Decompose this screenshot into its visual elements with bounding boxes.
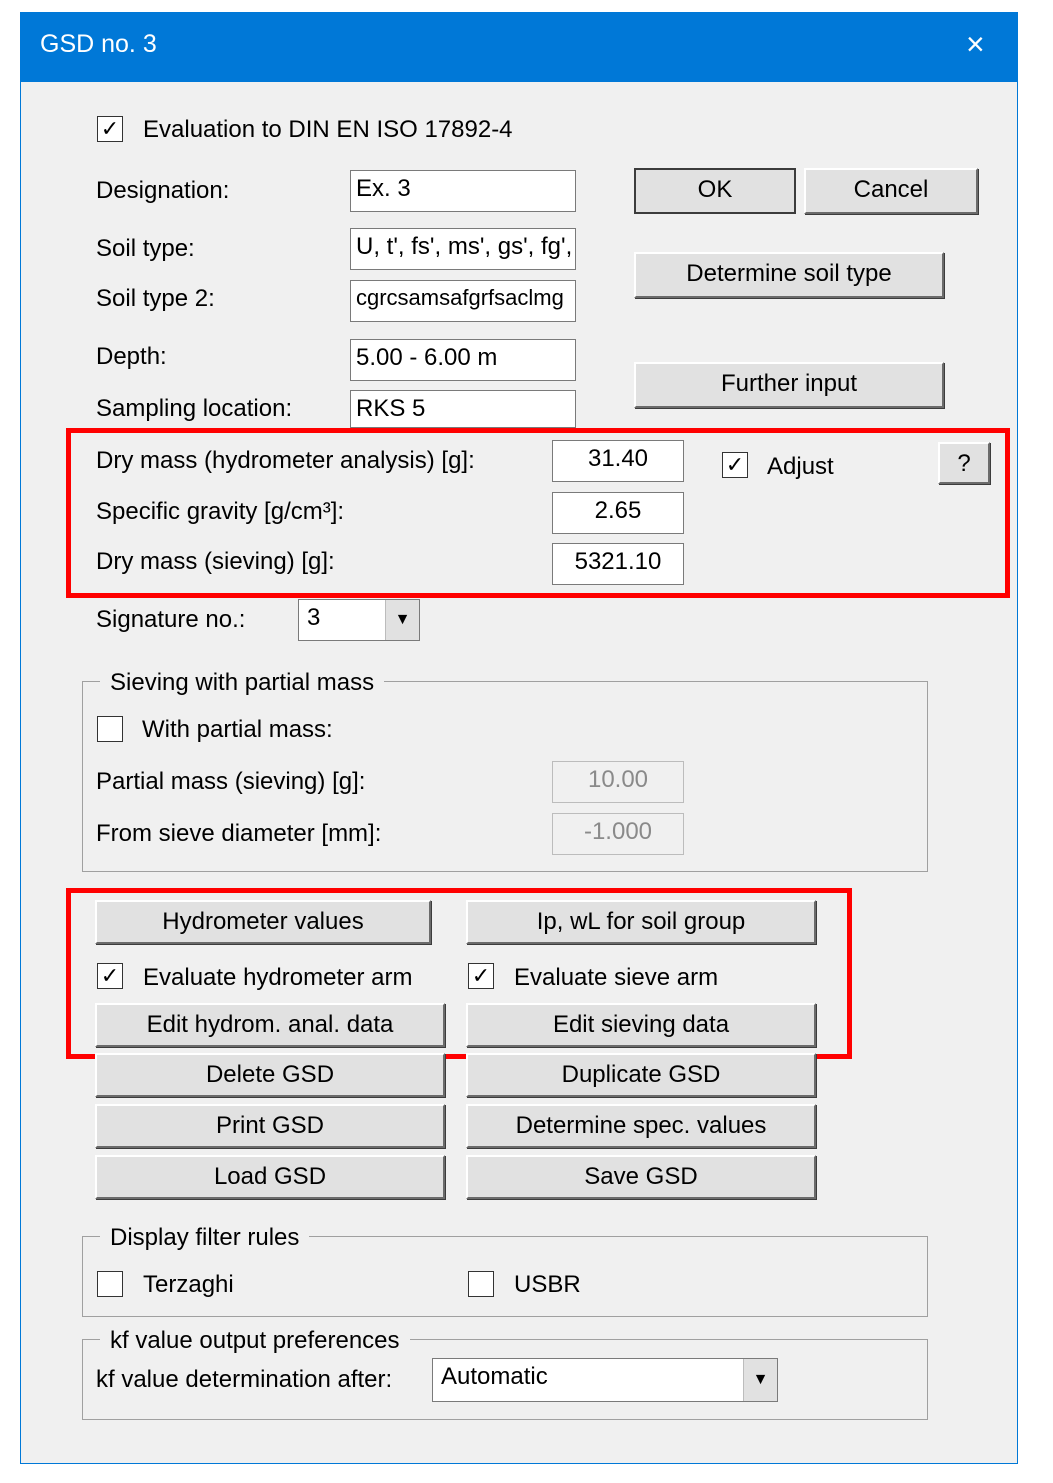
with-partial-mass-checkbox[interactable] [97, 716, 123, 742]
partial-mass-sieving-field[interactable]: 10.00 [552, 761, 684, 803]
evaluate-hydrometer-arm-label: Evaluate hydrometer arm [143, 964, 413, 991]
evaluation-label: Evaluation to DIN EN ISO 17892-4 [143, 116, 513, 143]
depth-label: Depth: [96, 343, 167, 370]
determine-spec-values-button[interactable]: Determine spec. values [466, 1104, 816, 1148]
title-bar [20, 12, 1018, 82]
dry-mass-hydrometer-label: Dry mass (hydrometer analysis) [g]: [96, 447, 475, 474]
usbr-checkbox[interactable] [468, 1271, 494, 1297]
evaluate-sieve-arm-checkbox[interactable]: ✓ [468, 963, 494, 989]
dry-mass-sieving-field[interactable]: 5321.10 [552, 543, 684, 585]
soil-type2-field[interactable]: cgrcsamsafgrfsaclmg [350, 280, 576, 322]
further-input-button[interactable]: Further input [634, 362, 944, 408]
adjust-label: Adjust [767, 453, 834, 480]
chevron-down-icon[interactable]: ▼ [385, 600, 419, 640]
sampling-location-label: Sampling location: [96, 395, 293, 422]
terzaghi-checkbox[interactable] [97, 1271, 123, 1297]
window-title: GSD no. 3 [40, 30, 157, 58]
filter-rules-group-title: Display filter rules [100, 1224, 309, 1252]
signature-select[interactable] [298, 599, 420, 641]
depth-field[interactable]: 5.00 - 6.00 m [350, 339, 576, 381]
help-button[interactable]: ? [938, 442, 990, 484]
kf-determination-select[interactable] [432, 1358, 778, 1402]
hydrometer-values-button[interactable]: Hydrometer values [95, 900, 431, 944]
load-gsd-button[interactable]: Load GSD [95, 1155, 445, 1199]
evaluate-hydrometer-arm-checkbox[interactable]: ✓ [97, 963, 123, 989]
print-gsd-button[interactable]: Print GSD [95, 1104, 445, 1148]
dry-mass-sieving-label: Dry mass (sieving) [g]: [96, 548, 335, 575]
delete-gsd-button[interactable]: Delete GSD [95, 1053, 445, 1097]
highlight-box-masses [66, 428, 1010, 598]
partial-mass-group-title: Sieving with partial mass [100, 669, 384, 697]
sampling-location-field[interactable]: RKS 5 [350, 390, 576, 428]
specific-gravity-label: Specific gravity [g/cm³]: [96, 498, 345, 525]
cancel-button[interactable]: Cancel [804, 168, 978, 214]
duplicate-gsd-button[interactable]: Duplicate GSD [466, 1053, 816, 1097]
edit-sieving-data-button[interactable]: Edit sieving data [466, 1003, 816, 1047]
designation-label: Designation: [96, 177, 230, 204]
with-partial-mass-label: With partial mass: [142, 716, 333, 743]
determine-soil-type-button[interactable]: Determine soil type [634, 252, 944, 298]
chevron-down-icon[interactable]: ▼ [743, 1359, 777, 1401]
from-sieve-diameter-field[interactable]: -1.000 [552, 813, 684, 855]
soil-type-field[interactable]: U, t', fs', ms', gs', fg', [350, 228, 576, 270]
soil-type2-label: Soil type 2: [96, 285, 215, 312]
highlight-box-actions [66, 888, 852, 1059]
specific-gravity-field[interactable]: 2.65 [552, 492, 684, 534]
dry-mass-hydrometer-field[interactable]: 31.40 [552, 440, 684, 482]
evaluate-sieve-arm-label: Evaluate sieve arm [514, 964, 719, 991]
ok-button[interactable]: OK [634, 168, 796, 214]
edit-hydrometer-data-button[interactable]: Edit hydrom. anal. data [95, 1003, 445, 1047]
designation-field[interactable]: Ex. 3 [350, 170, 576, 212]
adjust-checkbox[interactable]: ✓ [722, 452, 748, 478]
kf-group-title: kf value output preferences [100, 1327, 410, 1355]
save-gsd-button[interactable]: Save GSD [466, 1155, 816, 1199]
soil-type-label: Soil type: [96, 235, 195, 262]
terzaghi-label: Terzaghi [143, 1271, 234, 1298]
partial-mass-sieving-label: Partial mass (sieving) [g]: [96, 768, 366, 795]
kf-determination-label: kf value determination after: [96, 1366, 393, 1393]
close-icon[interactable]: × [966, 26, 985, 62]
evaluation-checkbox[interactable]: ✓ [97, 116, 123, 142]
usbr-label: USBR [514, 1271, 581, 1298]
ip-wl-button[interactable]: Ip, wL for soil group [466, 900, 816, 944]
signature-value: 3 [307, 604, 321, 631]
kf-determination-value: Automatic [441, 1363, 548, 1390]
from-sieve-diameter-label: From sieve diameter [mm]: [96, 820, 382, 847]
signature-label: Signature no.: [96, 606, 246, 633]
